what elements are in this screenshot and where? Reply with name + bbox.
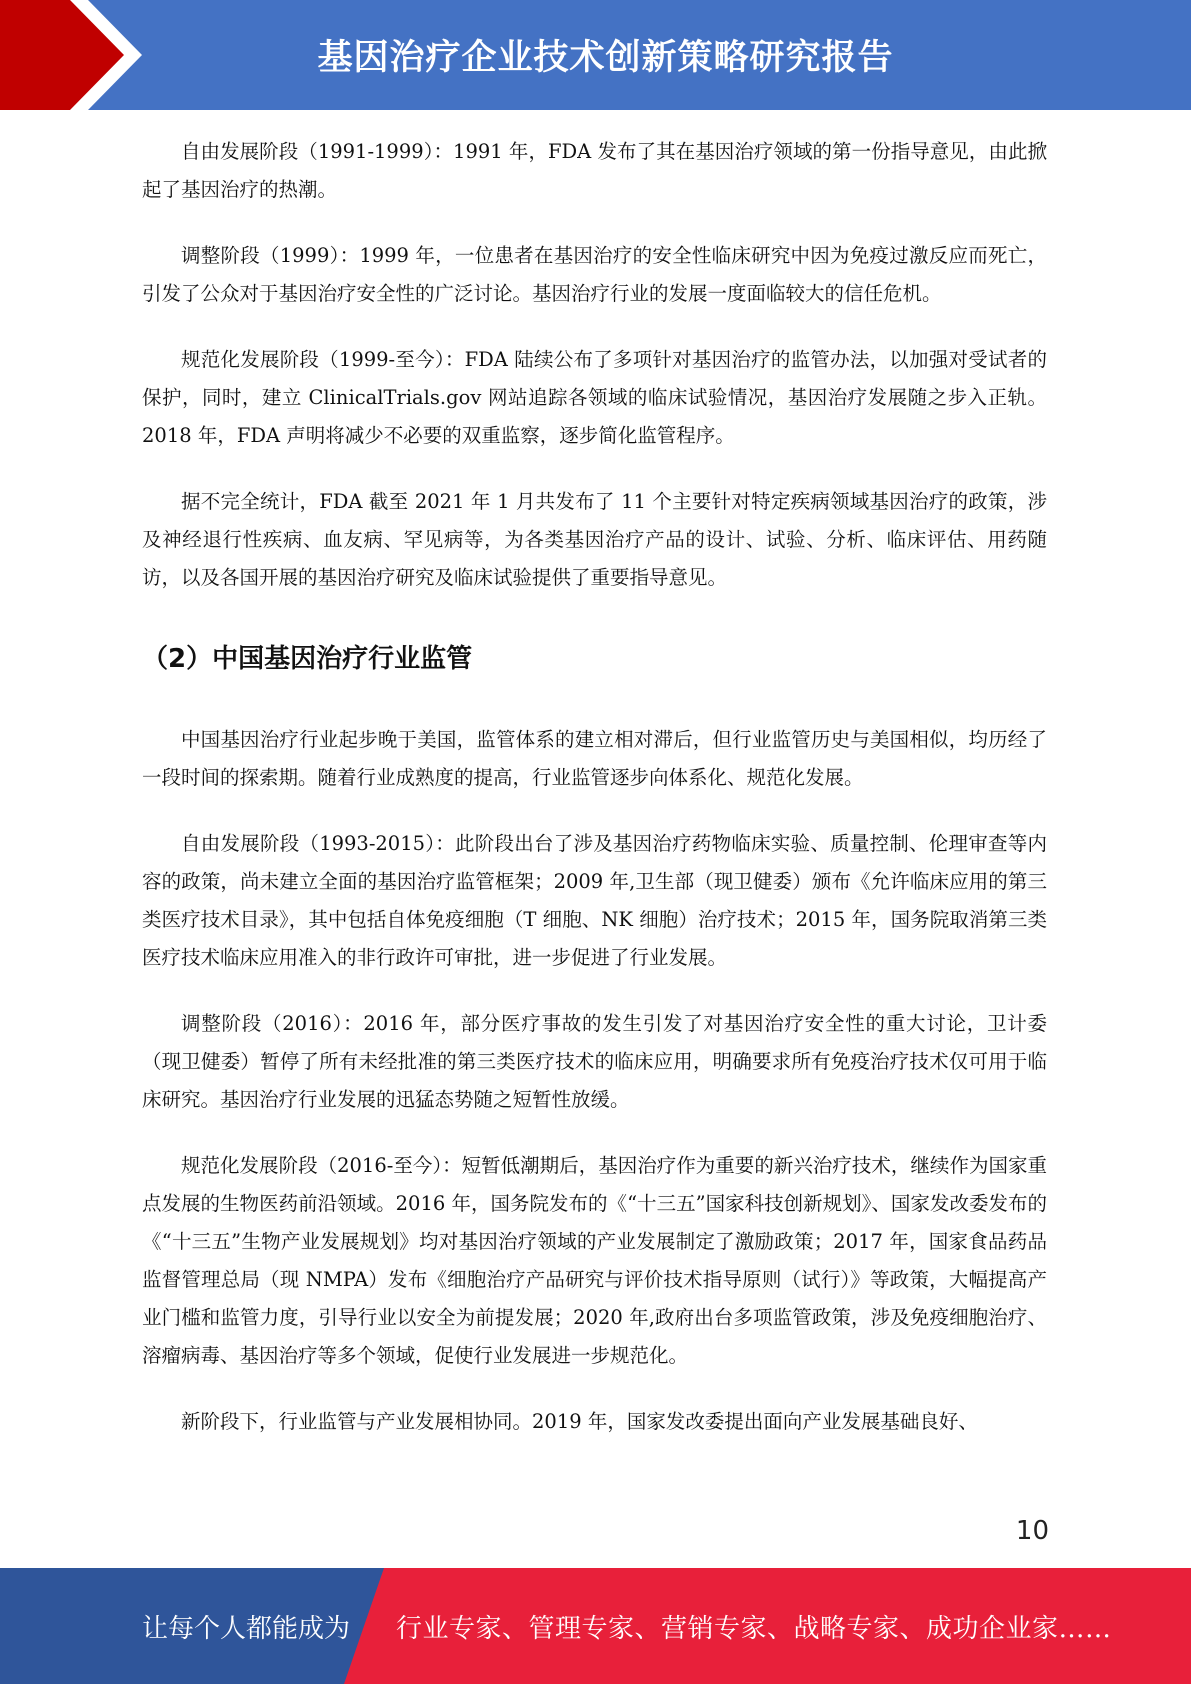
paragraph-new-stage: 新阶段下，行业监管与产业发展相协同。2019 年，国家发改委提出面向产业发展基础良好、 [181,1410,978,1433]
paragraph-china-adjustment-stage: 调整阶段（2016）：2016 年，部分医疗事故的发生引发了对基因治疗安全性的重大讨论，卫计委（现卫健委）暂停了所有未经批准的第三类医疗技术的临床应用，明确要求所有免疫治疗技术仅可用于临床研究。基因治疗行业发展的迅猛态势随之短暂性放缓。 [142,1012,1047,1111]
paragraph-china-standardization-stage: 规范化发展阶段（2016-至今）：短暂低潮期后，基因治疗作为重要的新兴治疗技术，继续作为国家重点发展的生物医药前沿领域。2016 年，国务院发布的《“十三五”国家科技创新规划》、国家发改委发布的《“十三五”生物产业发展规划》均对基因治疗领域的产业发展制定了激励政策；2017 年，国家食品药品监督管理总局（现 NMPA）发布《细胞治疗产品研究与评价技术指导原则（试行）》等政策，大幅提高产业门槛和监管力度，引导行业以安全为前提发展；2020 年,政府出台多项监管政策，涉及免疫细胞治疗、溶瘤病毒、基因治疗等多个领域，促使行业发展进一步规范化。 [142,1154,1047,1367]
footer-slogan-left: 让每个人都能成为 [142,1613,351,1644]
page-header [0,0,1191,110]
paragraph-china-free-stage: 自由发展阶段（1993-2015）：此阶段出台了涉及基因治疗药物临床实验、质量控制、伦理审查等内容的政策，尚未建立全面的基因治疗监管框架；2009 年,卫生部（现卫健委）颁布《允许临床应用的第三类医疗技术目录》，其中包括自体免疫细胞（T 细胞、NK 细胞）治疗技术；2015 年，国务院取消第三类医疗技术临床应用准入的非行政许可审批，进一步促进了行业发展。 [142,832,1047,969]
section-heading: （2）中国基因治疗行业监管 [142,644,473,674]
page-number: 10 [1015,1516,1049,1546]
document-body [142,133,1047,1441]
paragraph-us-adjustment-stage: 调整阶段（1999）：1999 年，一位患者在基因治疗的安全性临床研究中因为免疫过激反应而死亡，引发了公众对于基因治疗安全性的广泛讨论。基因治疗行业的发展一度面临较大的信任危机。 [142,244,1047,305]
paragraph-fda-statistics: 据不完全统计，FDA 截至 2021 年 1 月共发布了 11 个主要针对特定疾病领域基因治疗的政策，涉及神经退行性疾病、血友病、罕见病等，为各类基因治疗产品的设计、试验、分析、临床评估、用药随访，以及各国开展的基因治疗研究及临床试验提供了重要指导意见。 [142,490,1047,589]
footer-slogan-right: 行业专家、管理专家、营销专家、战略专家、成功企业家…… [396,1613,1112,1644]
page-footer [0,1568,1191,1684]
report-title: 基因治疗企业技术创新策略研究报告 [317,38,894,78]
paragraph-us-free-stage: 自由发展阶段（1991-1999）：1991 年，FDA 发布了其在基因治疗领域的第一份指导意见，由此掀起了基因治疗的热潮。 [142,140,1047,201]
paragraph-us-standardization-stage: 规范化发展阶段（1999-至今）：FDA 陆续公布了多项针对基因治疗的监管办法，以加强对受试者的保护，同时，建立 ClinicalTrials.gov 网站追踪各领域的临床试验情况，基因治疗发展随之步入正轨。2018 年，FDA 声明将减少不必要的双重监察，逐步简化监管程序。 [142,348,1047,447]
paragraph-china-overview: 中国基因治疗行业起步晚于美国，监管体系的建立相对滞后，但行业监管历史与美国相似，均历经了一段时间的探索期。随着行业成熟度的提高，行业监管逐步向体系化、规范化发展。 [142,728,1047,789]
